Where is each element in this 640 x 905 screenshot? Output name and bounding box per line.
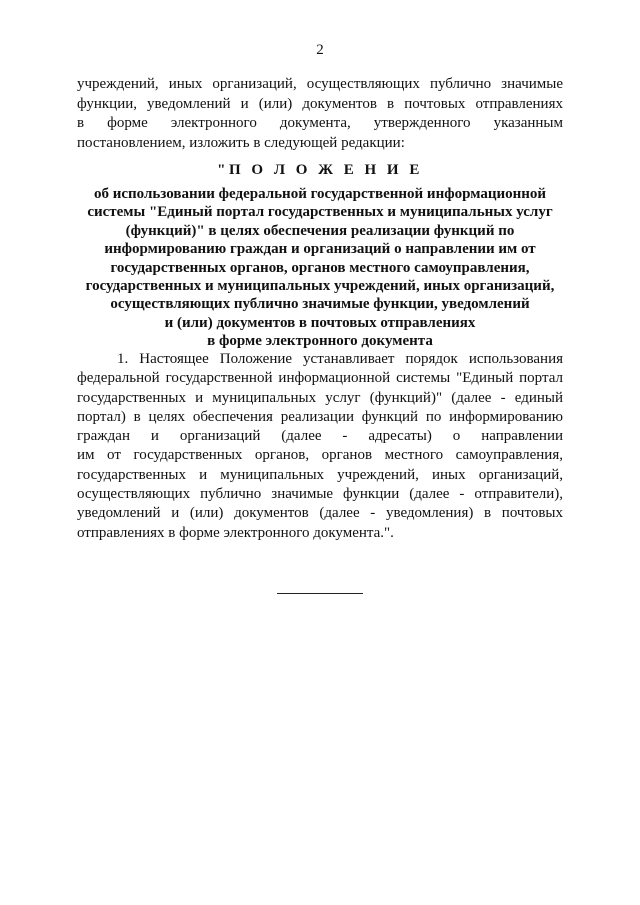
paragraph-line: портал) в целях обеспечения реализации функций по информированию xyxy=(77,408,563,425)
intro-line: функции, уведомлений и (или) документов в почтовых отправлениях xyxy=(77,95,563,112)
subheading-line: системы "Единый портал государственных и муниципальных услуг xyxy=(87,204,553,221)
subheading-line: в форме электронного документа xyxy=(207,333,433,350)
paragraph-line: уведомлений и (или) документов (далее - уведомления) в почтовых xyxy=(77,505,563,522)
page-number: 2 xyxy=(316,42,324,58)
paragraph-line: им от государственных органов, органов местного самоуправления, xyxy=(77,447,563,464)
paragraph-line: федеральной государственной информационной системы "Единый портал xyxy=(77,370,563,387)
subheading-line: и (или) документов в почтовых отправлениях xyxy=(164,314,476,331)
paragraph-line: государственных и муниципальных услуг (функций)" (далее - единый xyxy=(77,389,563,406)
intro-line: учреждений, иных организаций, осуществляющих публично значимые xyxy=(77,76,563,92)
document-heading: "П О Л О Ж Е Н И Е xyxy=(217,162,423,178)
document-subheading xyxy=(77,185,563,351)
subheading-line: об использовании федеральной государственной информационной xyxy=(93,186,547,202)
intro-line: постановлением, изложить в следующей редакции: xyxy=(77,134,405,151)
intro-line: в форме электронного документа, утвержденного указанным xyxy=(77,115,563,131)
section-1-paragraph xyxy=(77,350,563,543)
subheading-line: (функций)" в целях обеспечения реализации функций по xyxy=(125,222,515,239)
paragraph-line: государственных и муниципальных учреждений, иных организаций, xyxy=(77,466,563,483)
subheading-line: государственных органов, органов местного самоуправления, xyxy=(110,259,530,276)
paragraph-line: осуществляющих публично значимые функции (далее - отправители), xyxy=(77,486,563,503)
subheading-line: информированию граждан и организаций о направлении им от xyxy=(104,241,536,258)
subheading-line: государственных и муниципальных учреждений, иных организаций, xyxy=(85,278,555,295)
subheading-line: осуществляющих публично значимые функции, уведомлений xyxy=(110,296,530,313)
paragraph-line: отправлениях в форме электронного документа.". xyxy=(77,524,394,541)
intro-paragraph xyxy=(77,75,563,153)
paragraph-line: граждан и организаций (далее - адресаты) о направлении xyxy=(77,428,563,445)
closing-divider xyxy=(277,593,363,594)
paragraph-line: 1. Настоящее Положение устанавливает порядок использования xyxy=(117,351,563,367)
